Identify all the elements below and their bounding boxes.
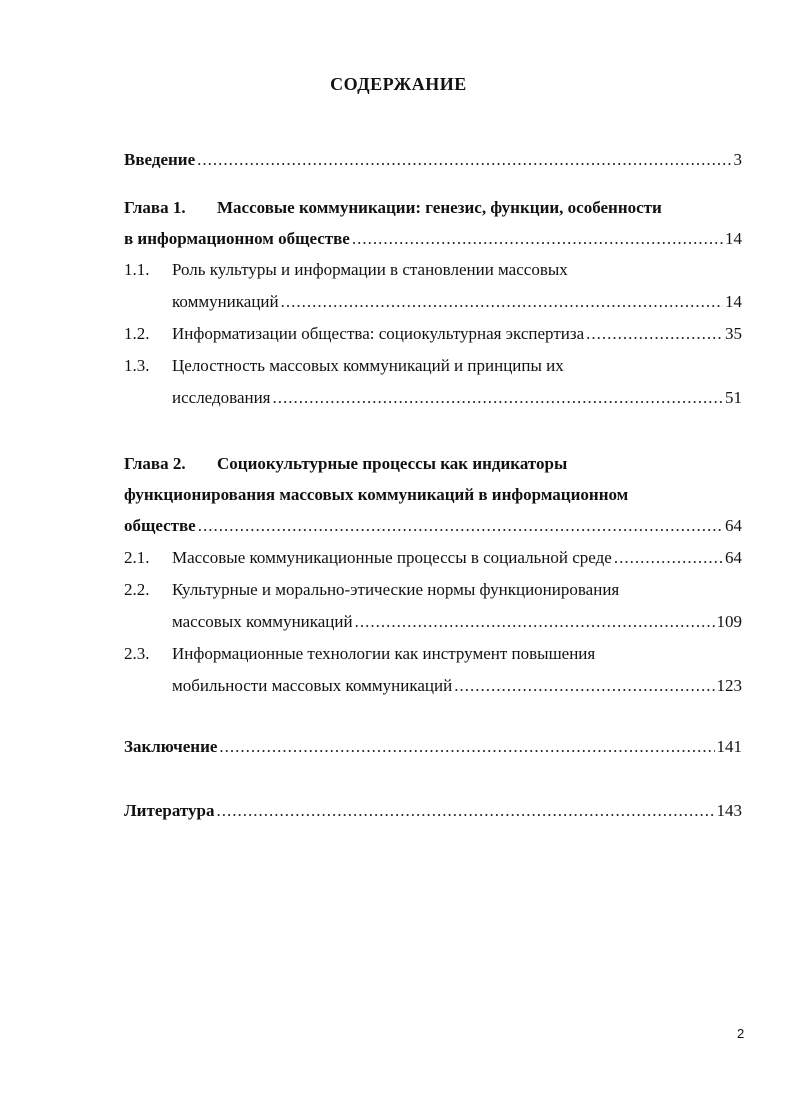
- page-title: СОДЕРЖАНИЕ: [330, 74, 467, 94]
- section-2-3-page: 123: [716, 676, 742, 695]
- chapter2-page: 64: [725, 516, 742, 535]
- section-1-3-page: 51: [725, 388, 742, 407]
- chapter1-page: 14: [725, 229, 742, 248]
- leader-dots: [454, 676, 714, 696]
- section-1-1-line1: Роль культуры и информации в становлении массовых: [172, 260, 568, 279]
- leader-dots: [614, 548, 723, 568]
- chapter2-title-line1: Социокультурные процессы как индикаторы: [217, 454, 568, 473]
- section-1-2-page: 35: [725, 324, 742, 343]
- toc-intro-page: 3: [733, 150, 742, 169]
- toc-literature-label: Литература: [124, 801, 215, 820]
- toc-section-2-2[interactable]: [172, 612, 742, 636]
- section-number: 1.2.: [124, 324, 150, 343]
- leader-dots: [198, 516, 723, 536]
- chapter2-title-line2: функционирования массовых коммуникаций в информационном: [124, 485, 629, 504]
- page-number: 2: [737, 1026, 745, 1041]
- toc-section-1-3[interactable]: [172, 388, 742, 412]
- toc-section-2-1[interactable]: [172, 548, 742, 572]
- section-number: 2.2.: [124, 580, 150, 599]
- section-number: 1.3.: [124, 356, 150, 375]
- section-number: 2.1.: [124, 548, 150, 567]
- section-1-3-line2: исследования: [172, 388, 271, 407]
- section-2-2-line2: массовых коммуникаций: [172, 612, 353, 631]
- chapter2-head: Глава 2.: [124, 454, 186, 473]
- toc-intro-label: Введение: [124, 150, 196, 169]
- toc-chapter1[interactable]: [124, 229, 742, 253]
- leader-dots: [219, 737, 714, 757]
- toc-conclusion-page: 141: [716, 737, 742, 756]
- leader-dots: [216, 801, 714, 821]
- leader-dots: [281, 292, 723, 312]
- chapter1-head: Глава 1.: [124, 198, 186, 217]
- toc-literature-page: 143: [716, 801, 742, 820]
- toc-intro[interactable]: [124, 150, 742, 174]
- section-2-1-line1: Массовые коммуникационные процессы в социальной среде: [172, 548, 612, 567]
- section-number: 2.3.: [124, 644, 150, 663]
- toc-section-2-3[interactable]: [172, 676, 742, 700]
- chapter1-title-line2: в информационном обществе: [124, 229, 350, 248]
- leader-dots: [355, 612, 715, 632]
- section-2-3-line2: мобильности массовых коммуникаций: [172, 676, 453, 695]
- chapter2-title-line3: обществе: [124, 516, 196, 535]
- toc-chapter2[interactable]: [124, 516, 742, 540]
- toc-section-1-2[interactable]: [172, 324, 742, 348]
- toc-literature[interactable]: [124, 801, 742, 825]
- section-1-1-page: 14: [725, 292, 742, 311]
- section-2-3-line1: Информационные технологии как инструмент повышения: [172, 644, 596, 663]
- section-number: 1.1.: [124, 260, 150, 279]
- leader-dots: [273, 388, 723, 408]
- toc-conclusion[interactable]: [124, 737, 742, 761]
- section-2-2-page: 109: [716, 612, 742, 631]
- section-1-3-line1: Целостность массовых коммуникаций и принципы их: [172, 356, 564, 375]
- leader-dots: [352, 229, 723, 249]
- chapter1-title-line1: Массовые коммуникации: генезис, функции, особенности: [217, 198, 662, 217]
- leader-dots: [197, 150, 731, 170]
- toc-section-1-1[interactable]: [172, 292, 742, 316]
- leader-dots: [586, 324, 723, 344]
- section-1-1-line2: коммуникаций: [172, 292, 279, 311]
- section-1-2-line1: Информатизации общества: социокультурная экспертиза: [172, 324, 585, 343]
- toc-conclusion-label: Заключение: [124, 737, 218, 756]
- section-2-1-page: 64: [725, 548, 742, 567]
- section-2-2-line1: Культурные и морально-этические нормы функционирования: [172, 580, 620, 599]
